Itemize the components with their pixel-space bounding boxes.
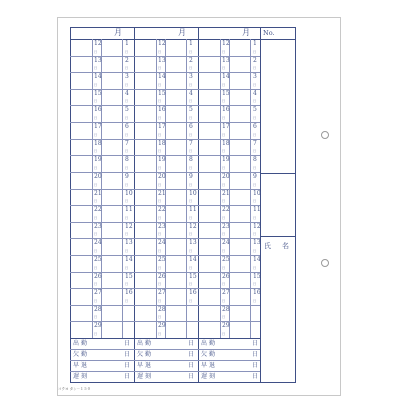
day-number: 22 (158, 206, 166, 214)
day-unit: 日 (253, 149, 257, 154)
summary-label: 早退 (201, 362, 218, 369)
summary-label: 早退 (73, 362, 90, 369)
day-unit: 日 (189, 199, 193, 204)
summary-unit: 日 (188, 373, 195, 380)
day-unit: 日 (94, 182, 98, 187)
day-unit: 日 (189, 282, 193, 287)
day-unit: 日 (222, 232, 226, 237)
summary-unit: 日 (188, 351, 195, 358)
day-number: 20 (94, 172, 102, 180)
day-unit: 日 (253, 199, 257, 204)
day-unit: 日 (94, 149, 98, 154)
day-unit: 日 (125, 49, 129, 54)
summary-label: 遅刻 (201, 373, 218, 380)
day-number: 19 (222, 156, 230, 164)
summary-unit: 日 (124, 362, 131, 369)
day-unit: 日 (253, 215, 257, 220)
day-number: 1 (189, 40, 193, 47)
day-number: 2 (253, 56, 257, 64)
day-number: 2 (189, 56, 193, 64)
day-unit: 日 (125, 265, 129, 270)
day-number: 11 (253, 206, 261, 214)
day-unit: 日 (222, 215, 226, 220)
day-unit: 日 (222, 248, 226, 253)
day-unit: 日 (189, 99, 193, 104)
day-unit: 日 (189, 232, 193, 237)
day-number: 21 (158, 189, 166, 197)
summary-unit: 日 (252, 351, 259, 358)
day-unit: 日 (158, 132, 162, 137)
product-code: コクヨ タン－１５０ (58, 387, 91, 391)
right-panel-divider (260, 173, 296, 174)
day-number: 14 (158, 73, 166, 81)
day-number: 9 (189, 172, 193, 180)
day-number: 25 (158, 255, 166, 263)
day-unit: 日 (158, 199, 162, 204)
day-number: 14 (94, 73, 102, 81)
day-unit: 日 (189, 298, 193, 303)
row-divider (70, 305, 134, 306)
day-number: 24 (94, 239, 102, 247)
day-unit: 日 (94, 49, 98, 54)
day-number: 13 (158, 56, 166, 64)
day-number: 20 (158, 172, 166, 180)
day-number: 15 (94, 89, 102, 97)
day-number: 4 (253, 89, 257, 97)
summary-row-divider (70, 349, 260, 350)
day-number: 12 (94, 40, 102, 47)
day-number: 5 (125, 106, 129, 114)
day-number: 27 (94, 289, 102, 297)
day-unit: 日 (222, 315, 226, 320)
row-divider (70, 189, 134, 190)
day-unit: 日 (222, 132, 226, 137)
day-number: 7 (189, 139, 193, 147)
day-number: 25 (94, 255, 102, 263)
day-number: 9 (125, 172, 129, 180)
day-number: 29 (94, 322, 102, 330)
day-number: 14 (189, 255, 197, 263)
day-number: 27 (158, 289, 166, 297)
day-unit: 日 (125, 199, 129, 204)
day-number: 11 (125, 206, 133, 214)
day-number: 15 (222, 89, 230, 97)
day-number: 10 (253, 189, 261, 197)
day-number: 5 (253, 106, 257, 114)
month-header: 月 (114, 28, 122, 37)
day-number: 24 (222, 239, 230, 247)
day-unit: 日 (222, 99, 226, 104)
day-number: 15 (189, 272, 197, 280)
day-unit: 日 (125, 282, 129, 287)
day-unit: 日 (189, 165, 193, 170)
day-number: 17 (222, 123, 230, 131)
summary-label: 出勤 (137, 340, 154, 347)
day-number: 13 (222, 56, 230, 64)
day-unit: 日 (125, 149, 129, 154)
day-unit: 日 (253, 298, 257, 303)
day-number: 12 (253, 222, 261, 230)
name-label: 氏 名 (264, 242, 291, 250)
day-unit: 日 (94, 315, 98, 320)
day-unit: 日 (189, 49, 193, 54)
day-unit: 日 (253, 49, 257, 54)
day-unit: 日 (158, 66, 162, 71)
day-number: 18 (158, 139, 166, 147)
day-number: 16 (222, 106, 230, 114)
day-unit: 日 (158, 49, 162, 54)
day-unit: 日 (158, 232, 162, 237)
day-number: 18 (94, 139, 102, 147)
day-unit: 日 (222, 265, 226, 270)
day-unit: 日 (94, 99, 98, 104)
day-unit: 日 (125, 298, 129, 303)
day-number: 23 (94, 222, 102, 230)
day-unit: 日 (189, 149, 193, 154)
day-unit: 日 (253, 66, 257, 71)
day-unit: 日 (94, 248, 98, 253)
summary-label: 遅刻 (137, 373, 154, 380)
day-unit: 日 (94, 82, 98, 87)
day-unit: 日 (94, 132, 98, 137)
day-unit: 日 (94, 298, 98, 303)
summary-unit: 日 (188, 340, 195, 347)
day-unit: 日 (158, 332, 162, 336)
month-header: 月 (242, 28, 250, 37)
day-unit: 日 (189, 215, 193, 220)
day-unit: 日 (253, 232, 257, 237)
day-number: 7 (253, 139, 257, 147)
day-number: 15 (125, 272, 133, 280)
day-unit: 日 (189, 66, 193, 71)
day-unit: 日 (158, 116, 162, 121)
day-number: 12 (222, 40, 230, 47)
day-unit: 日 (222, 66, 226, 71)
day-unit: 日 (253, 116, 257, 121)
day-unit: 日 (158, 82, 162, 87)
day-unit: 日 (94, 265, 98, 270)
day-number: 16 (125, 289, 133, 297)
day-number: 6 (125, 123, 129, 131)
day-number: 5 (189, 106, 193, 114)
day-number: 14 (253, 255, 261, 263)
row-divider (134, 321, 198, 322)
day-unit: 日 (125, 215, 129, 220)
day-unit: 日 (222, 82, 226, 87)
day-number: 26 (158, 272, 166, 280)
column-divider (260, 27, 261, 383)
day-unit: 日 (158, 215, 162, 220)
day-number: 16 (253, 289, 261, 297)
day-number: 19 (158, 156, 166, 164)
day-unit: 日 (94, 165, 98, 170)
day-number: 3 (189, 73, 193, 81)
summary-unit: 日 (124, 373, 131, 380)
day-number: 6 (253, 123, 257, 131)
day-unit: 日 (125, 248, 129, 253)
day-number: 2 (125, 56, 129, 64)
summary-unit: 日 (252, 373, 259, 380)
day-number: 6 (189, 123, 193, 131)
summary-label: 早退 (137, 362, 154, 369)
day-unit: 日 (222, 332, 226, 336)
day-number: 18 (222, 139, 230, 147)
summary-unit: 日 (188, 362, 195, 369)
day-unit: 日 (125, 99, 129, 104)
day-number: 12 (189, 222, 197, 230)
day-unit: 日 (125, 132, 129, 137)
day-number: 15 (158, 89, 166, 97)
row-divider (70, 321, 134, 322)
day-unit: 日 (158, 149, 162, 154)
day-unit: 日 (189, 182, 193, 187)
day-number: 14 (125, 255, 133, 263)
day-number: 12 (125, 222, 133, 230)
summary-label: 出勤 (201, 340, 218, 347)
day-unit: 日 (125, 165, 129, 170)
summary-divider (70, 338, 260, 339)
day-number: 25 (222, 255, 230, 263)
day-number: 3 (125, 73, 129, 81)
day-unit: 日 (253, 99, 257, 104)
day-unit: 日 (189, 82, 193, 87)
summary-row-divider (70, 360, 260, 361)
day-number: 24 (158, 239, 166, 247)
day-unit: 日 (94, 232, 98, 237)
row-divider (134, 305, 198, 306)
day-number: 22 (222, 206, 230, 214)
day-number: 3 (253, 73, 257, 81)
day-unit: 日 (222, 182, 226, 187)
day-unit: 日 (158, 248, 162, 253)
day-unit: 日 (94, 116, 98, 121)
day-number: 29 (222, 322, 230, 330)
day-unit: 日 (125, 116, 129, 121)
day-number: 14 (222, 73, 230, 81)
day-unit: 日 (158, 315, 162, 320)
punch-hole-bottom (321, 259, 329, 267)
day-unit: 日 (222, 116, 226, 121)
day-unit: 日 (189, 265, 193, 270)
day-unit: 日 (253, 282, 257, 287)
day-unit: 日 (222, 149, 226, 154)
day-unit: 日 (222, 49, 226, 54)
day-number: 12 (158, 40, 166, 47)
day-unit: 日 (253, 82, 257, 87)
day-unit: 日 (253, 132, 257, 137)
day-number: 10 (189, 189, 197, 197)
day-number: 29 (158, 322, 166, 330)
number-label: No. (263, 29, 275, 37)
day-number: 8 (125, 156, 129, 164)
day-unit: 日 (189, 248, 193, 253)
day-unit: 日 (222, 282, 226, 287)
day-unit: 日 (125, 66, 129, 71)
day-unit: 日 (94, 332, 98, 336)
day-number: 16 (158, 106, 166, 114)
row-divider (134, 189, 198, 190)
day-number: 13 (189, 239, 197, 247)
day-unit: 日 (125, 232, 129, 237)
day-number: 15 (253, 272, 261, 280)
summary-label: 欠勤 (201, 351, 218, 358)
day-number: 28 (222, 305, 230, 313)
day-number: 8 (253, 156, 257, 164)
day-number: 1 (125, 40, 129, 47)
day-unit: 日 (253, 165, 257, 170)
day-number: 21 (222, 189, 230, 197)
right-panel-divider (260, 236, 296, 237)
day-number: 13 (125, 239, 133, 247)
summary-unit: 日 (124, 351, 131, 358)
day-unit: 日 (125, 82, 129, 87)
day-number: 28 (158, 305, 166, 313)
day-unit: 日 (222, 199, 226, 204)
day-unit: 日 (158, 165, 162, 170)
day-number: 13 (94, 56, 102, 64)
day-number: 21 (94, 189, 102, 197)
day-number: 16 (189, 289, 197, 297)
day-unit: 日 (94, 215, 98, 220)
day-unit: 日 (253, 182, 257, 187)
day-unit: 日 (158, 282, 162, 287)
day-unit: 日 (189, 116, 193, 121)
day-unit: 日 (158, 99, 162, 104)
day-number: 28 (94, 305, 102, 313)
day-number: 16 (94, 106, 102, 114)
day-number: 11 (189, 206, 197, 214)
day-number: 8 (189, 156, 193, 164)
summary-unit: 日 (252, 362, 259, 369)
day-number: 26 (222, 272, 230, 280)
row-divider (198, 189, 260, 190)
day-number: 1 (253, 40, 257, 47)
day-number: 27 (222, 289, 230, 297)
day-unit: 日 (253, 265, 257, 270)
day-number: 26 (94, 272, 102, 280)
day-unit: 日 (222, 165, 226, 170)
day-unit: 日 (222, 298, 226, 303)
day-unit: 日 (94, 282, 98, 287)
month-header: 月 (178, 28, 186, 37)
day-unit: 日 (189, 132, 193, 137)
day-number: 4 (189, 89, 193, 97)
header-divider (70, 39, 296, 40)
day-number: 22 (94, 206, 102, 214)
summary-row-divider (70, 371, 260, 372)
day-number: 9 (253, 172, 257, 180)
summary-label: 遅刻 (73, 373, 90, 380)
day-unit: 日 (253, 248, 257, 253)
day-number: 7 (125, 139, 129, 147)
day-unit: 日 (125, 182, 129, 187)
day-number: 13 (253, 239, 261, 247)
punch-hole-top (321, 131, 329, 139)
day-unit: 日 (158, 182, 162, 187)
day-unit: 日 (158, 298, 162, 303)
day-unit: 日 (94, 199, 98, 204)
day-number: 23 (158, 222, 166, 230)
day-number: 17 (158, 123, 166, 131)
summary-label: 欠勤 (137, 351, 154, 358)
day-number: 10 (125, 189, 133, 197)
day-unit: 日 (94, 66, 98, 71)
day-number: 20 (222, 172, 230, 180)
day-unit: 日 (158, 265, 162, 270)
summary-unit: 日 (252, 340, 259, 347)
summary-unit: 日 (124, 340, 131, 347)
day-number: 23 (222, 222, 230, 230)
summary-label: 出勤 (73, 340, 90, 347)
summary-label: 欠勤 (73, 351, 90, 358)
day-number: 4 (125, 89, 129, 97)
day-number: 19 (94, 156, 102, 164)
day-number: 17 (94, 123, 102, 131)
